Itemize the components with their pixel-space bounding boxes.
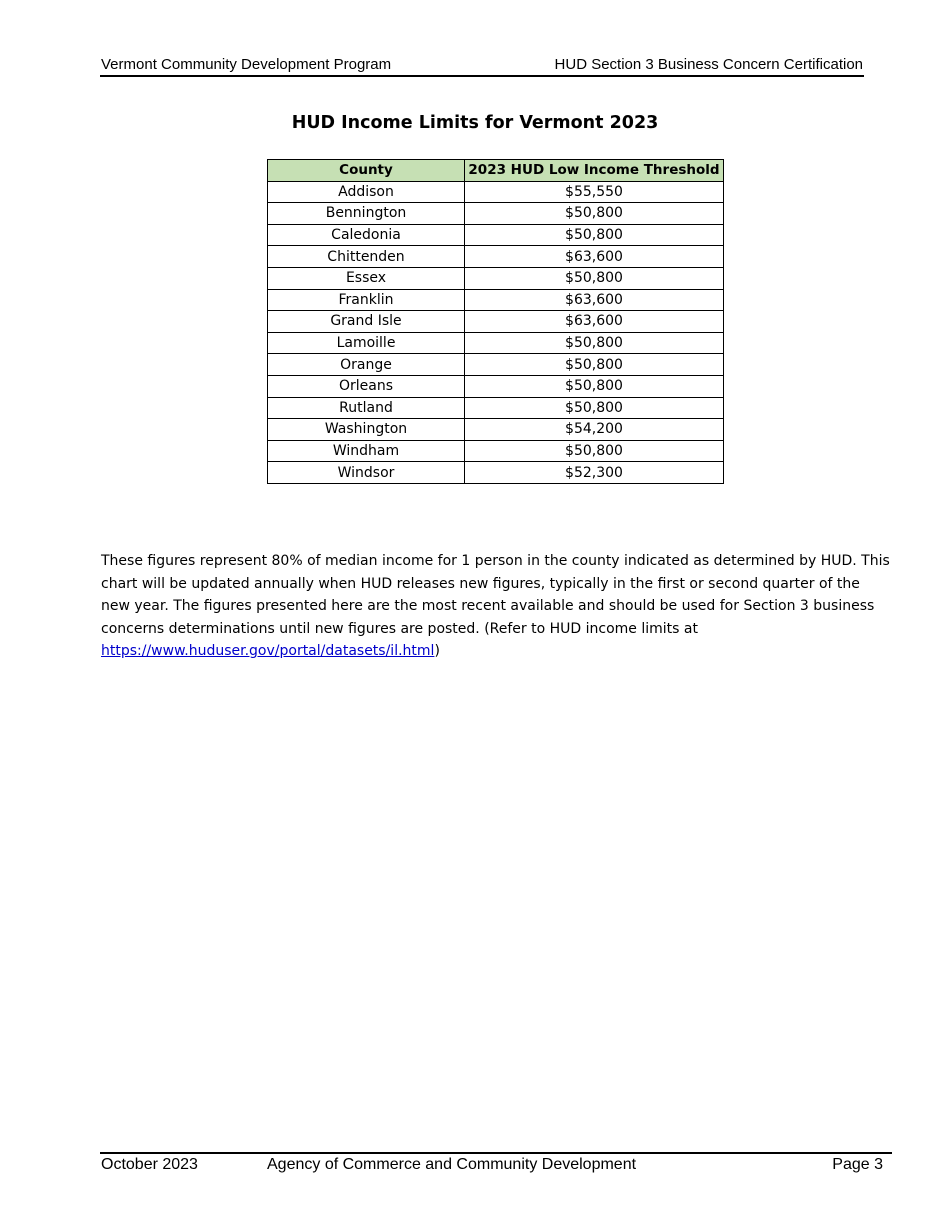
- threshold-cell: $50,800: [465, 332, 724, 354]
- county-cell: Rutland: [268, 397, 465, 419]
- table-row: [268, 311, 724, 333]
- table-row: [268, 203, 724, 225]
- table-row: [268, 354, 724, 376]
- table-body: [268, 181, 724, 483]
- table-row: [268, 224, 724, 246]
- table-row: [268, 332, 724, 354]
- table-row: [268, 181, 724, 203]
- threshold-cell: $54,200: [465, 419, 724, 441]
- county-cell: Lamoille: [268, 332, 465, 354]
- threshold-cell: $63,600: [465, 311, 724, 333]
- county-cell: Bennington: [268, 203, 465, 225]
- threshold-cell: $50,800: [465, 440, 724, 462]
- paragraph-tail: ): [434, 643, 440, 659]
- county-cell: Caledonia: [268, 224, 465, 246]
- explanation-paragraph: [101, 550, 891, 663]
- table-row: [268, 289, 724, 311]
- county-cell: Chittenden: [268, 246, 465, 268]
- hud-income-limits-link[interactable]: https://www.huduser.gov/portal/datasets/il.html: [101, 643, 435, 659]
- column-header-threshold: 2023 HUD Low Income Threshold: [465, 160, 724, 182]
- threshold-cell: $50,800: [465, 397, 724, 419]
- county-cell: Addison: [268, 181, 465, 203]
- county-cell: Orleans: [268, 375, 465, 397]
- county-cell: Windham: [268, 440, 465, 462]
- county-cell: Windsor: [268, 462, 465, 484]
- table-row: [268, 246, 724, 268]
- table-row: [268, 440, 724, 462]
- income-limits-table: [267, 159, 724, 484]
- table-row: [268, 419, 724, 441]
- threshold-cell: $50,800: [465, 224, 724, 246]
- footer-date: October 2023: [101, 1156, 198, 1173]
- footer-page-number: Page 3: [832, 1156, 883, 1173]
- header-program-name: Vermont Community Development Program: [101, 56, 392, 73]
- threshold-cell: $63,600: [465, 289, 724, 311]
- county-cell: Essex: [268, 267, 465, 289]
- page-footer: [100, 1152, 892, 1176]
- county-cell: Orange: [268, 354, 465, 376]
- table-row: [268, 375, 724, 397]
- threshold-cell: $52,300: [465, 462, 724, 484]
- table-row: [268, 397, 724, 419]
- threshold-cell: $50,800: [465, 203, 724, 225]
- footer-agency: Agency of Commerce and Community Development: [267, 1156, 637, 1173]
- threshold-cell: $63,600: [465, 246, 724, 268]
- threshold-cell: $50,800: [465, 267, 724, 289]
- threshold-cell: $50,800: [465, 354, 724, 376]
- threshold-cell: $50,800: [465, 375, 724, 397]
- table-row: [268, 267, 724, 289]
- page-header: [100, 55, 864, 77]
- paragraph-text: These figures represent 80% of median income for 1 person in the county indicated as determined by HUD. This chart will be updated annually when HUD releases new figures, typically in the first or second quarter of the new year. The figures presented here are the most recent available and should be used for Section 3 business concerns determinations until new figures are posted. (Refer to HUD income limits at: [101, 553, 890, 637]
- county-cell: Washington: [268, 419, 465, 441]
- column-header-county: County: [268, 160, 465, 182]
- page-title: HUD Income Limits for Vermont 2023: [291, 113, 659, 133]
- county-cell: Grand Isle: [268, 311, 465, 333]
- header-document-title: HUD Section 3 Business Concern Certification: [554, 56, 863, 73]
- threshold-cell: $55,550: [465, 181, 724, 203]
- table-header-row: [268, 160, 724, 182]
- county-cell: Franklin: [268, 289, 465, 311]
- table-row: [268, 462, 724, 484]
